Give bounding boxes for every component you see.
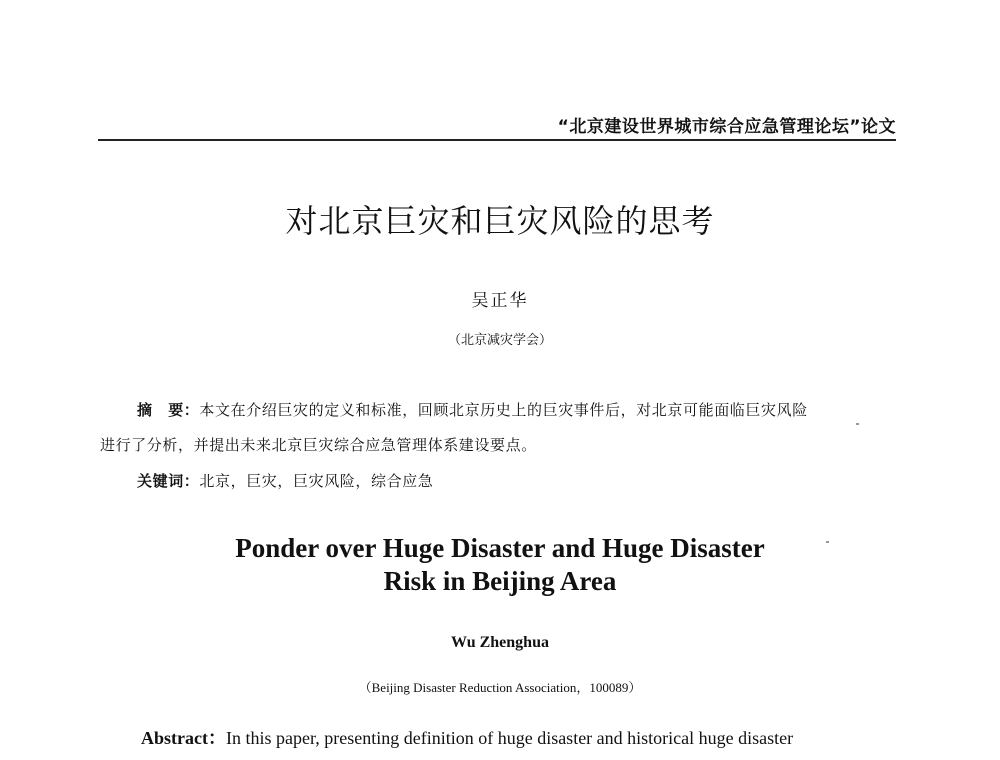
running-header: “北京建设世界城市综合应急管理论坛”论文 [557, 117, 896, 137]
scan-speck [826, 541, 829, 543]
chinese-abstract-line-2: 进行了分析，并提出未来北京巨灾综合应急管理体系建设要点。 [100, 436, 537, 454]
english-title-line-1: Ponder over Huge Disaster and Huge Disaster [235, 533, 765, 563]
english-title [0, 532, 1000, 598]
english-author: Wu Zhenghua [451, 634, 549, 651]
chinese-author: 吴正华 [471, 291, 529, 311]
header-rule [98, 139, 896, 141]
scan-speck [856, 423, 859, 425]
english-abstract [141, 724, 793, 750]
chinese-abstract-text-1: 本文在介绍巨灾的定义和标准，回顾北京历史上的巨灾事件后，对北京可能面临巨灾风险 [199, 401, 808, 419]
chinese-keywords [137, 470, 433, 491]
english-title-line-2: Risk in Beijing Area [383, 566, 617, 596]
chinese-keywords-label: 关键词： [137, 472, 200, 490]
english-abstract-text: In this paper, presenting definition of huge disaster and historical huge disaster [225, 728, 794, 748]
chinese-abstract-label: 摘 要： [137, 401, 200, 419]
chinese-abstract-line-1 [137, 399, 808, 420]
english-abstract-label: Abstract： [141, 728, 226, 748]
english-affiliation: （Beijing Disaster Reduction Association，100089） [358, 680, 642, 695]
chinese-title: 对北京巨灾和巨灾风险的思考 [285, 202, 715, 240]
chinese-keywords-text: 北京，巨灾，巨灾风险，综合应急 [199, 472, 434, 490]
chinese-affiliation: （北京减灾学会） [447, 333, 552, 348]
